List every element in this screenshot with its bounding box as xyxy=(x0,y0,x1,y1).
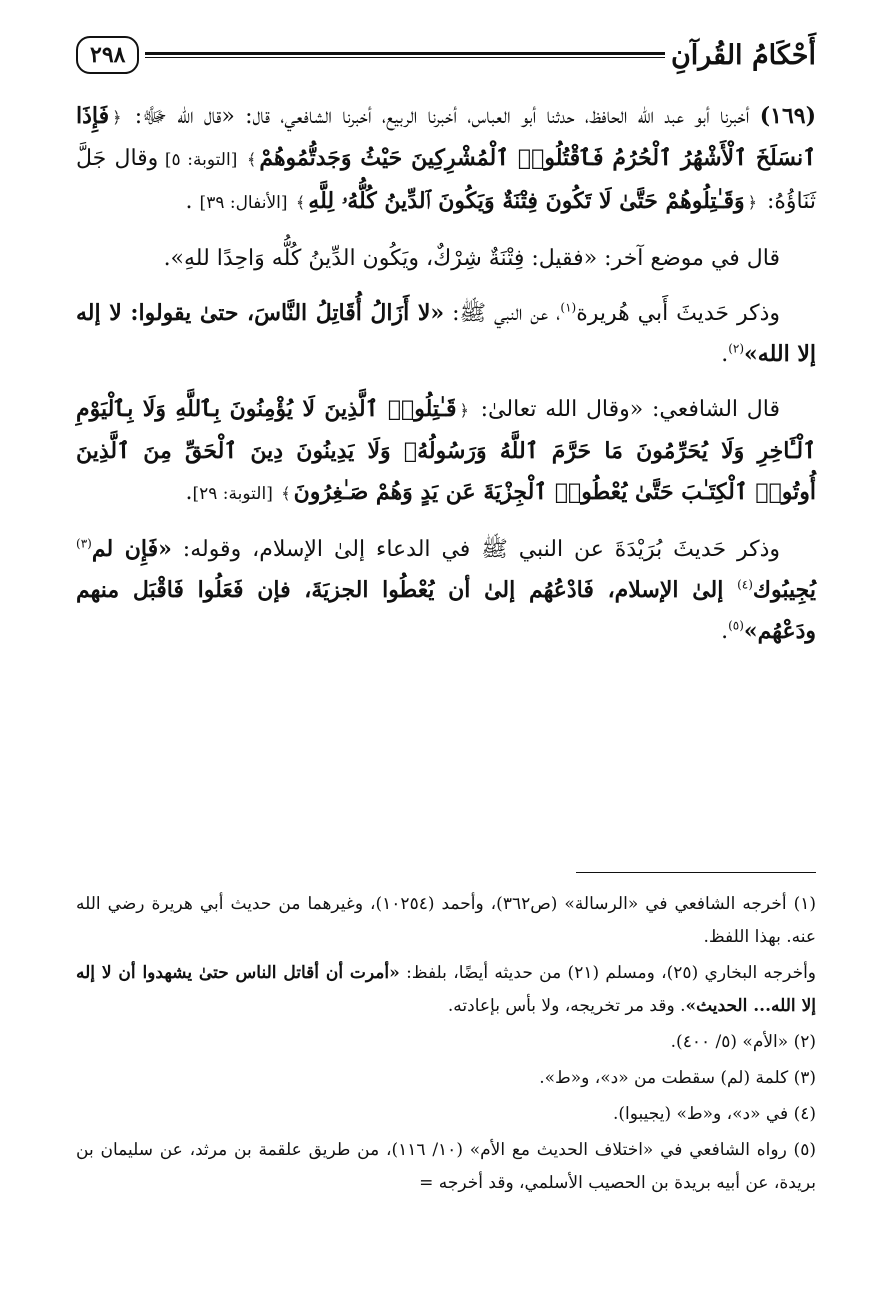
paragraph xyxy=(76,529,816,652)
verse-reference: [الأنفال: ٣٩] xyxy=(199,193,293,213)
hadith-quote: «فَإِن لم xyxy=(91,536,172,562)
quran-verse: فَإِذَا ٱنسَلَخَ ٱلْأَشْهُرُ ٱلْحُرُمُ فَٱقْتُلُوا۟ ٱلْمُشْرِكِينَ حَيْثُ وَجَدتُّمُوهُمْ xyxy=(76,103,816,171)
page-header xyxy=(76,30,816,80)
footnote-4: (٤) في «د»، و«ط» (يجيبوا). xyxy=(612,1104,816,1124)
header-rule xyxy=(145,52,664,58)
paragraph: قال في موضع آخر: «فقيل: فِتْنَةٌ شِرْكٌ، ويَكُون الدِّينُ كُلُّه وَاحِدًا للهِ». xyxy=(163,246,780,271)
text-run: . xyxy=(721,342,729,367)
footnote-marker[interactable]: (٢) xyxy=(728,341,745,356)
paragraph-169 xyxy=(76,96,816,224)
hadith-quote: يُجِيبُوك xyxy=(752,577,816,603)
text-run: . xyxy=(185,480,193,505)
text-run: وقال جَلَّ ثَنَاؤُهُ: xyxy=(76,146,816,214)
text-run: وذكر حَديثَ أَبي هُريرة xyxy=(576,301,780,326)
hadith-quote: «أمرت أن أقاتل الناس حتىٰ يشهدوا أن لا إله إلا الله... الحديث» xyxy=(76,963,816,1016)
verse-open-ornament: ﴿ xyxy=(459,401,469,420)
footnote-marker[interactable]: (٥) xyxy=(728,618,744,633)
page-number: ٢٩٨ xyxy=(76,36,139,74)
footnote-marker[interactable]: (٣) xyxy=(76,536,92,551)
quran-verse: قَـٰتِلُوا۟ ٱلَّذِينَ لَا يُؤْمِنُونَ بِٱللَّهِ وَلَا بِٱلْيَوْمِ ٱلْـَٔاخِرِ وَلَا يُحَرِّمُونَ مَا حَرَّمَ ٱللَّهُ وَرَسُولُهُۥ وَلَا يَدِينُونَ دِينَ ٱلْحَقِّ مِنَ ٱلَّذِينَ أُوتُوا۟ ٱلْكِتَـٰبَ حَتَّىٰ يُعْطُوا۟ ٱلْجِزْيَةَ عَن يَدٍ وَهُمْ صَـٰغِرُونَ xyxy=(76,396,816,505)
quran-verse: وَقَـٰتِلُوهُمْ حَتَّىٰ لَا تَكُونَ فِتْنَةٌ وَيَكُونَ ٱلدِّينُ كُلُّهُۥ لِلَّهِ xyxy=(308,188,745,214)
footnote-marker[interactable]: (٤) xyxy=(737,577,753,592)
verse-close-ornament: ﴾ xyxy=(295,193,306,212)
text-run: قال الشافعي: «وقال الله تعالىٰ: xyxy=(471,397,780,422)
verse-close-ornament: ﴾ xyxy=(246,150,257,169)
hadith-number: (١٦٩) xyxy=(759,103,816,129)
footnote-5: (٥) رواه الشافعي في «اختلاف الحديث مع الأم» (١٠/ ١١٦)، من طريق علقمة بن مرثد، عن سليمان بن بريدة، عن أبيه بريدة بن الحصيب الأسلمي، وقد أخرجه = xyxy=(76,1140,816,1193)
text-run: وأخرجه البخاري (٢٥)، ومسلم (٢١) من حديثه أيضًا، بلفظ: xyxy=(399,963,817,983)
paragraph xyxy=(76,293,816,375)
text-run: ، عن النبي ﷺ: xyxy=(444,301,561,326)
footnote-1: (١) أخرجه الشافعي في «الرسالة» (ص٣٦٢)، وأحمد (١٠٢٥٤)، وغيرهما من حديث أبي هريرة رضي الله عنه. بهذا اللفظ. xyxy=(76,894,816,947)
footnote-marker[interactable]: (١) xyxy=(560,300,577,315)
footnote-3: (٣) كلمة (لم) سقطت من «د»، و«ط». xyxy=(539,1068,816,1088)
text-run: . وقد مر تخريجه، ولا بأس بإعادته. xyxy=(447,996,686,1016)
footnotes xyxy=(76,888,816,1203)
verse-open-ornament: ﴿ xyxy=(112,108,122,127)
verse-open-ornament: ﴿ xyxy=(747,193,757,212)
paragraph xyxy=(76,389,816,515)
footnote-2: (٢) «الأم» (٥/ ٤٠٠). xyxy=(670,1032,816,1052)
hadith-quote: «لا أَزَالُ أُقَاتِلُ النَّاسَ، حتىٰ يقولوا: لا إله إلا الله» xyxy=(76,300,816,367)
book-title: أَحْكَامُ القُرآنِ xyxy=(670,39,816,71)
verse-reference: [التوبة: ٥] xyxy=(158,150,244,170)
main-text xyxy=(76,96,816,666)
text-run: وذكر حَديثَ بُرَيْدَةَ عن النبي ﷺ في الدعاء إلىٰ الإسلام، وقوله: xyxy=(171,537,780,562)
hadith-quote: إلىٰ الإسلام، فَادْعُهُم إلىٰ أن يُعْطُوا الجزيَةَ، فإن فَعَلُوا فَاقْبَل منهم ودَعْهُم» xyxy=(76,577,816,644)
text-run: . xyxy=(721,619,729,644)
isnad-text: أخبرنا أبو عبد الله الحافظ، حدثنا أبو العباس، أخبرنا الربيع، أخبرنا الشافعي، قال: «قال الله ﷻ: xyxy=(124,104,760,129)
text-run: . xyxy=(185,189,200,214)
verse-reference: [التوبة: ٢٩] xyxy=(192,484,279,504)
verse-close-ornament: ﴾ xyxy=(281,484,291,503)
footnote-1-continued xyxy=(76,957,816,1023)
footnote-separator xyxy=(576,872,816,873)
